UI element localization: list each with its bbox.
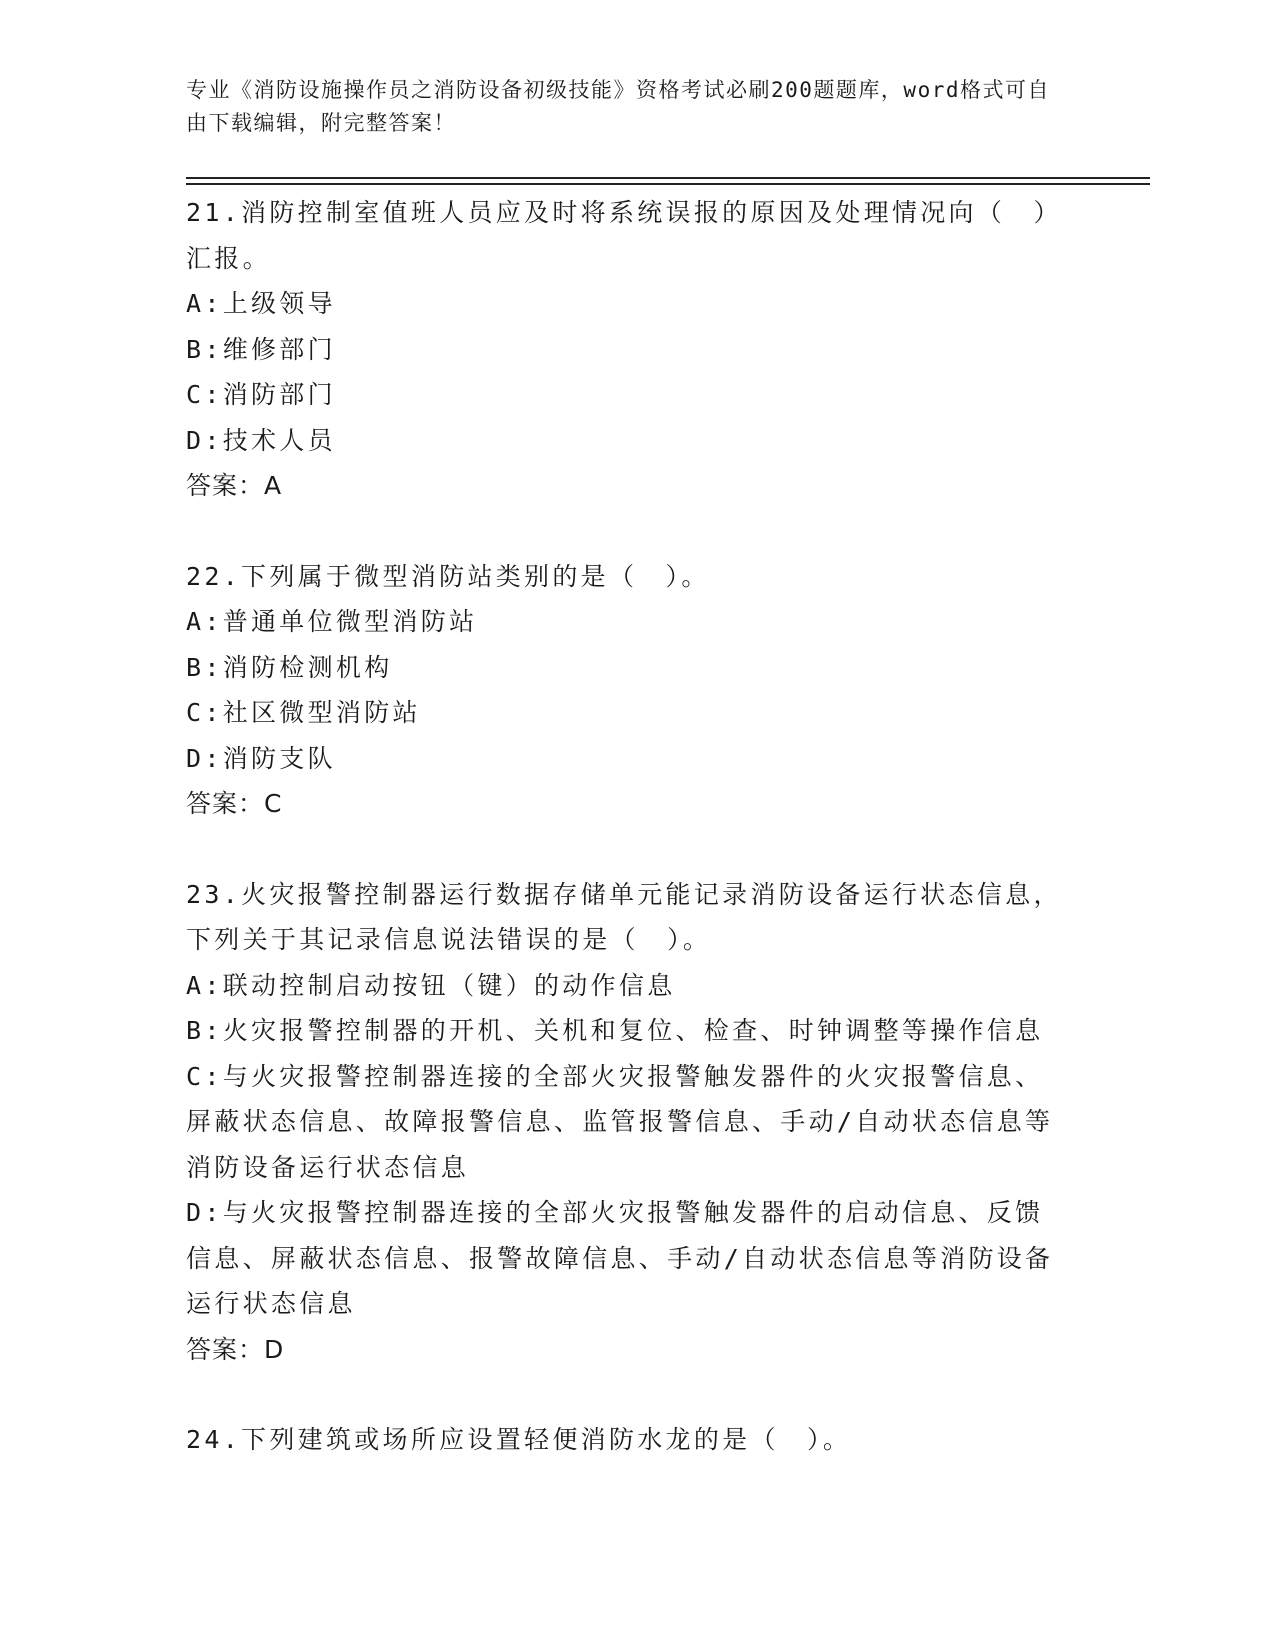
question-text: 22.下列属于微型消防站类别的是（ ）。 xyxy=(186,561,710,591)
question-24 xyxy=(186,1417,1071,1463)
question-21 xyxy=(186,190,1071,509)
question-text: 23.火灾报警控制器运行数据存储单元能记录消防设备运行状态信息，下列关于其记录信息说法错误的是（ ）。 xyxy=(186,879,1062,954)
option-d: D:技术人员 xyxy=(186,425,336,455)
option-c: C:与火灾报警控制器连接的全部火灾报警触发器件的火灾报警信息、屏蔽状态信息、故障报警信息、监管报警信息、手动/自动状态信息等消防设备运行状态信息 xyxy=(186,1061,1054,1182)
answer: 答案：C xyxy=(186,789,283,818)
option-c: C:消防部门 xyxy=(186,380,336,409)
option-c: C:社区微型消防站 xyxy=(186,698,421,727)
option-d: D:与火灾报警控制器连接的全部火灾报警触发器件的启动信息、反馈信息、屏蔽状态信息、报警故障信息、手动/自动状态信息等消防设备运行状态信息 xyxy=(186,1198,1054,1318)
question-list xyxy=(186,190,1071,1508)
document-header: 专业《消防设施操作员之消防设备初级技能》资格考试必刷200题题库，word格式可自由下载编辑，附完整答案！ xyxy=(186,78,1050,135)
header-divider-top xyxy=(186,177,1150,179)
option-b: B:维修部门 xyxy=(186,334,336,364)
question-23 xyxy=(186,872,1071,1373)
option-a: A:普通单位微型消防站 xyxy=(186,607,478,636)
option-b: B:火灾报警控制器的开机、关机和复位、检查、时钟调整等操作信息 xyxy=(186,1016,1044,1045)
answer: 答案：D xyxy=(186,1334,285,1364)
option-b: B:消防检测机构 xyxy=(186,652,393,682)
option-d: D:消防支队 xyxy=(186,743,336,773)
option-a: A:上级领导 xyxy=(186,289,336,318)
answer: 答案：A xyxy=(186,471,283,500)
question-text: 24.下列建筑或场所应设置轻便消防水龙的是（ ）。 xyxy=(186,1425,852,1454)
question-text: 21.消防控制室值班人员应及时将系统误报的原因及处理情况向（ ）汇报。 xyxy=(186,198,1062,273)
header-divider-bottom xyxy=(186,183,1150,185)
question-22 xyxy=(186,554,1071,827)
option-a: A:联动控制启动按钮（键）的动作信息 xyxy=(186,970,676,1000)
